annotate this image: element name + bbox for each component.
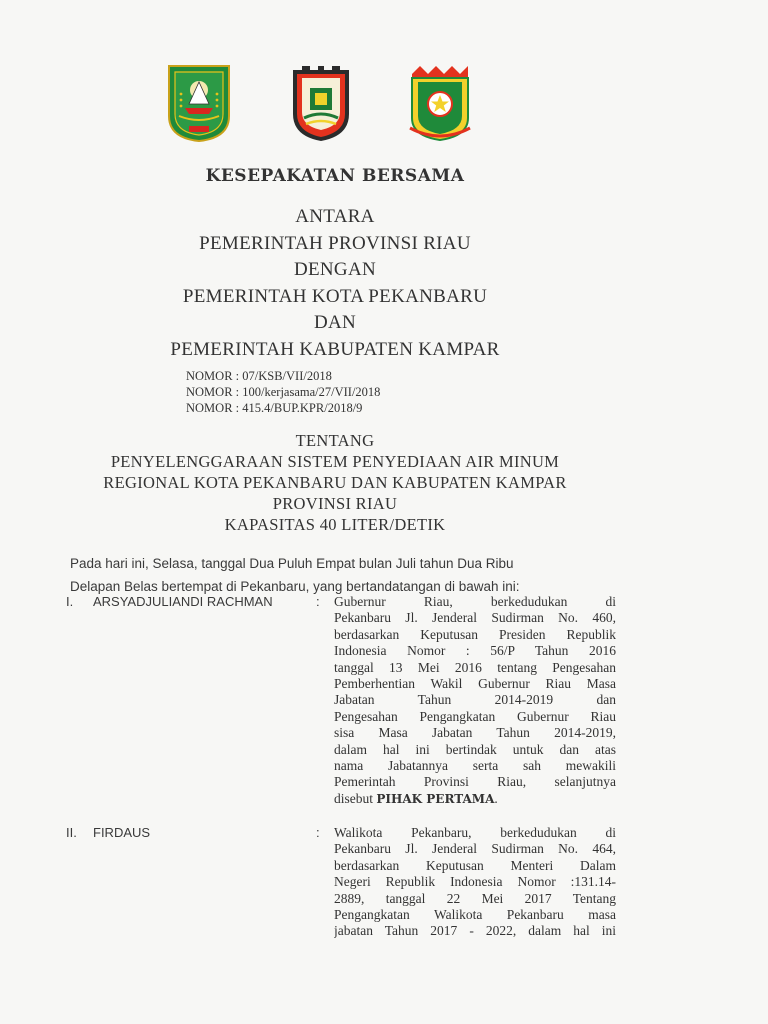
desc-line: dalam hal ini bertindak untuk dan atas bbox=[334, 741, 616, 757]
intro-line: Delapan Belas bertempat di Pekanbaru, yang bertandatangan di bawah ini: bbox=[70, 579, 520, 594]
party-name: FIRDAUS bbox=[93, 825, 151, 840]
heading-line: PEMERINTAH PROVINSI RIAU bbox=[199, 232, 471, 254]
desc-suffix: . bbox=[494, 790, 498, 806]
desc-line: Negeri Republik Indonesia Nomor :131.14- bbox=[334, 874, 616, 890]
nomor-line: NOMOR : 07/KSB/VII/2018 bbox=[186, 369, 332, 383]
nomor-line: NOMOR : 100/kerjasama/27/VII/2018 bbox=[186, 385, 381, 399]
party-number: I. bbox=[66, 594, 74, 609]
subject-line: KAPASITAS 40 LITER/DETIK bbox=[224, 515, 446, 534]
party-description bbox=[334, 594, 616, 807]
party-number: II. bbox=[66, 825, 77, 840]
desc-line: Jabatan Tahun 2014-2019 dan bbox=[334, 692, 616, 708]
desc-line-last bbox=[334, 791, 616, 807]
heading-line: PEMERINTAH KABUPATEN KAMPAR bbox=[170, 338, 500, 360]
desc-line: 2889, tanggal 22 Mei 2017 Tentang bbox=[334, 890, 616, 906]
intro-line: Pada hari ini, Selasa, tanggal Dua Puluh Empat bulan Juli tahun Dua Ribu bbox=[70, 556, 514, 571]
desc-line: Pekanbaru Jl. Jenderal Sudirman No. 460, bbox=[334, 610, 616, 626]
subject-line: REGIONAL KOTA PEKANBARU DAN KABUPATEN KAMPAR bbox=[103, 473, 567, 492]
nomor-line: NOMOR : 415.4/BUP.KPR/2018/9 bbox=[186, 401, 363, 415]
heading-line: DENGAN bbox=[293, 259, 376, 280]
party-colon: : bbox=[316, 594, 320, 609]
desc-line: Walikota Pekanbaru, berkedudukan di bbox=[334, 825, 616, 840]
subject-line: TENTANG bbox=[295, 431, 375, 450]
desc-line: nama Jabatannya serta sah mewakili bbox=[334, 758, 616, 774]
party-description bbox=[334, 825, 616, 940]
desc-prefix: disebut bbox=[334, 790, 377, 806]
desc-line: Pemberhentian Wakil Gubernur Riau Masa bbox=[334, 676, 616, 692]
party-colon: : bbox=[316, 825, 320, 840]
desc-line: Pengesahan Pengangkatan Gubernur Riau bbox=[334, 708, 616, 724]
document-numbers bbox=[186, 368, 380, 416]
header-logos bbox=[0, 64, 768, 144]
subject-heading bbox=[0, 430, 670, 535]
kabupaten-kampar-emblem bbox=[406, 64, 474, 142]
heading-line: ANTARA bbox=[295, 206, 375, 227]
provinsi-riau-emblem bbox=[167, 64, 231, 142]
desc-line: jabatan Tahun 2017 - 2022, dalam hal ini bbox=[334, 923, 616, 939]
desc-line: berdasarkan Keputusan Presiden Republik bbox=[334, 626, 616, 642]
heading-line: DAN bbox=[313, 312, 357, 333]
desc-line: Pengangkatan Walikota Pekanbaru masa bbox=[334, 907, 616, 923]
intro-paragraph bbox=[70, 552, 630, 598]
desc-line: sisa Masa Jabatan Tahun 2014-2019, bbox=[334, 725, 616, 741]
desc-line: berdasarkan Keputusan Menteri Dalam bbox=[334, 857, 616, 873]
desc-line: Pemerintah Provinsi Riau, selanjutnya bbox=[334, 774, 616, 790]
subject-line: PROVINSI RIAU bbox=[272, 494, 398, 513]
desc-line: tanggal 13 Mei 2016 tentang Pengesahan bbox=[334, 659, 616, 675]
party-name: ARSYADJULIANDI RACHMAN bbox=[93, 594, 273, 609]
subject-line: PENYELENGGARAAN SISTEM PENYEDIAAN AIR MINUM bbox=[110, 452, 560, 471]
parties-heading bbox=[0, 204, 670, 363]
kota-pekanbaru-emblem bbox=[290, 64, 352, 142]
pihak-pertama-label: PIHAK PERTAMA bbox=[376, 791, 495, 806]
desc-line: Gubernur Riau, berkedudukan di bbox=[334, 594, 616, 609]
desc-line: Indonesia Nomor : 56/P Tahun 2016 bbox=[334, 643, 616, 659]
heading-line: PEMERINTAH KOTA PEKANBARU bbox=[182, 285, 488, 307]
desc-line: Pekanbaru Jl. Jenderal Sudirman No. 464, bbox=[334, 841, 616, 857]
document-title: KESEPAKATAN BERSAMA bbox=[205, 166, 465, 186]
